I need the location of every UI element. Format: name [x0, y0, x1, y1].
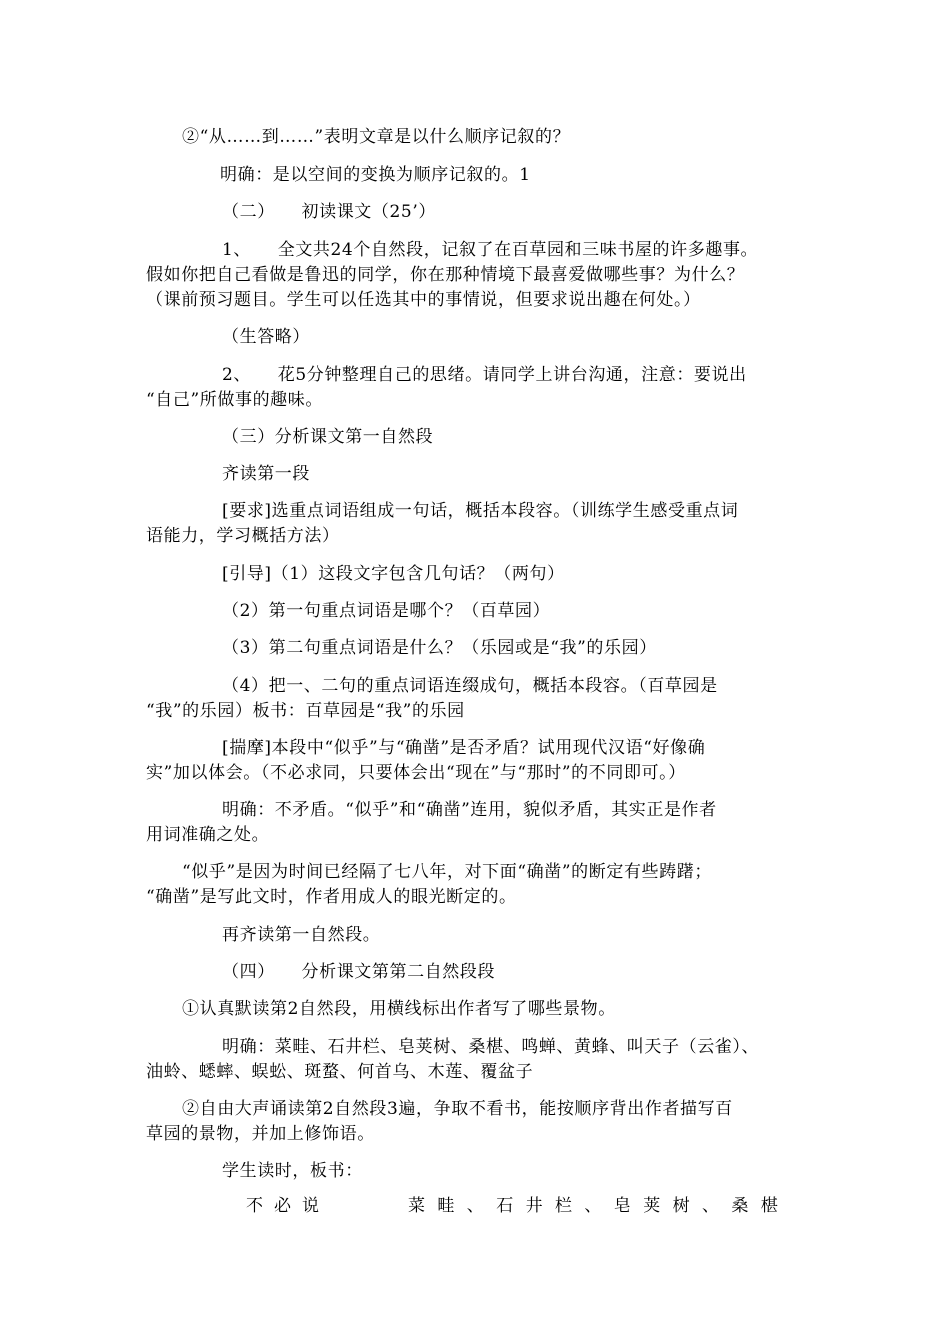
- section-heading: （三）分析课文第一自然段: [222, 427, 434, 447]
- section-heading: （四） 分析课文第第二自然段段: [222, 962, 496, 982]
- text-line: “确凿”是写此文时，作者用成人的眼光断定的。: [146, 887, 517, 907]
- text-line: [揣摩]本段中“似乎”与“确凿”是否矛盾？试用现代汉语“好像确: [222, 738, 706, 758]
- text-line: “自己”所做事的趣味。: [146, 390, 323, 410]
- text-line: ②自由大声诵读第2自然段3遍，争取不看书，能按顺序背出作者描写百: [182, 1099, 733, 1119]
- text-line: 明确：菜畦、石井栏、皂荚树、桑椹、鸣蝉、黄蜂、叫天子（云雀）、: [222, 1037, 760, 1057]
- text-line: （3）第二句重点词语是什么？（乐园或是“我”的乐园）: [222, 638, 657, 658]
- text-line: “我”的乐园）板书：百草园是“我”的乐园: [146, 701, 465, 721]
- text-line: 油蛉、蟋蟀、蜈蚣、斑蝥、何首乌、木莲、覆盆子: [146, 1062, 534, 1082]
- text-line: 2、 花5分钟整理自己的思绪。请同学上讲台沟通，注意：要说出: [222, 365, 747, 385]
- text-line: 用词准确之处。: [146, 825, 270, 845]
- board-items: 菜畦、石井栏、皂荚树、桑椹: [408, 1196, 791, 1216]
- text-line: 学生读时，板书：: [222, 1161, 363, 1181]
- text-line: 明确：是以空间的变换为顺序记叙的。1: [220, 165, 531, 185]
- text-line: [引导]（1）这段文字包含几句话？（两句）: [222, 564, 565, 584]
- text-line: （课前预习题目。学生可以任选其中的事情说，但要求说出趣在何处。）: [146, 290, 701, 310]
- text-line: （2）第一句重点词语是哪个？（百草园）: [222, 601, 551, 621]
- section-heading: （二） 初读课文（25’）: [222, 202, 436, 222]
- text-line: （4）把一、二句的重点词语连缀成句，概括本段容。（百草园是: [222, 676, 718, 696]
- text-line: 语能力，学习概括方法）: [146, 526, 340, 546]
- text-line: [要求]选重点词语组成一句话，概括本段容。（训练学生感受重点词: [222, 501, 739, 521]
- text-line: 明确：不矛盾。“似乎”和“确凿”连用，貌似矛盾，其实正是作者: [222, 800, 717, 820]
- text-line: 再齐读第一自然段。: [222, 925, 381, 945]
- text-line: ②“从……到……”表明文章是以什么顺序记叙的？: [182, 127, 571, 147]
- text-line: 草园的景物，并加上修饰语。: [146, 1124, 375, 1144]
- text-line: （生答略）: [222, 327, 310, 347]
- text-line: “似乎”是因为时间已经隔了七八年，对下面“确凿”的断定有些踌躇；: [182, 862, 712, 882]
- text-line: 齐读第一段: [222, 464, 310, 484]
- text-line: 假如你把自己看做是鲁迅的同学，你在那种情境下最喜爱做哪些事？为什么？: [146, 265, 745, 285]
- text-line: ①认真默读第2自然段，用横线标出作者写了哪些景物。: [182, 999, 616, 1019]
- text-line: 实”加以体会。（不必求同，只要体会出“现在”与“那时”的不同即可。）: [146, 763, 686, 783]
- text-line: 1、 全文共24个自然段，记叙了在百草园和三味书屋的许多趣事。: [222, 240, 759, 260]
- board-label: 不必说: [246, 1196, 330, 1216]
